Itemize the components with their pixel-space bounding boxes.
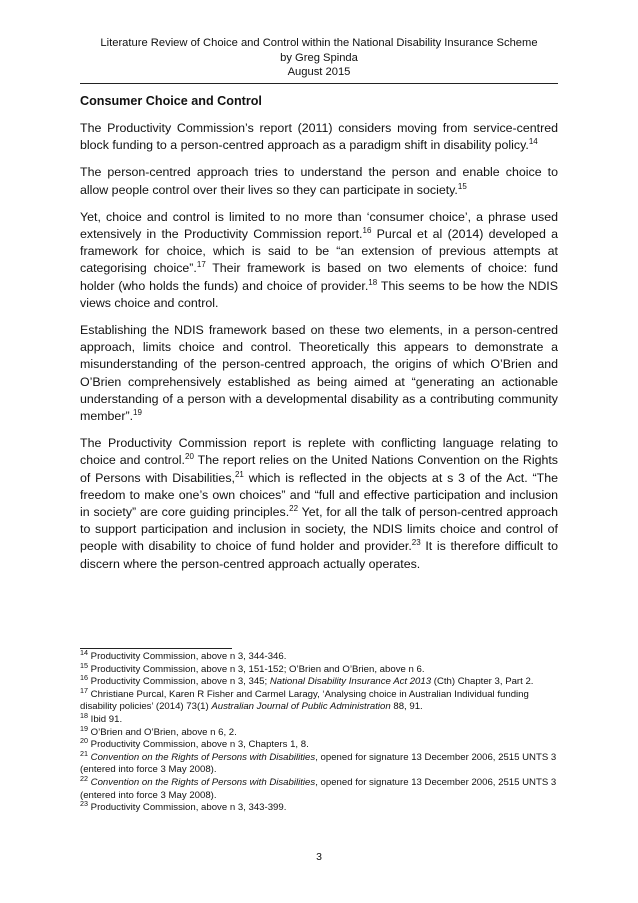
footnote-number: 14 bbox=[80, 647, 88, 657]
paragraph bbox=[80, 322, 558, 425]
footnote bbox=[80, 673, 558, 689]
footnote-number: 18 bbox=[80, 710, 88, 720]
paragraph bbox=[80, 120, 558, 154]
footnote-number: 22 bbox=[80, 773, 88, 783]
section-heading: Consumer Choice and Control bbox=[80, 94, 262, 108]
text-run: This seems to be how the NDIS views choice and control. bbox=[80, 278, 558, 310]
footnote-ref: 21 bbox=[234, 469, 244, 479]
text-run: Their framework is based on two elements of choice: fund holder (who holds the funds) and choice of provider. bbox=[80, 261, 559, 293]
text-run: (Cth) Chapter 3, Part 2. bbox=[431, 676, 534, 688]
footnote-ref: 22 bbox=[289, 503, 299, 513]
footnote-number: 16 bbox=[80, 673, 88, 682]
italic-text: Australian Journal of Public Administration bbox=[211, 701, 391, 713]
footnote bbox=[80, 685, 558, 714]
text-run: The report relies on the United Nations Convention on the Rights of Persons with Disabilities, bbox=[80, 453, 559, 485]
footnote bbox=[80, 660, 558, 677]
text-run: The person-centred approach tries to understand the person and enable choice to allow people control over their lives so they can participate in society. bbox=[80, 165, 558, 197]
text-run: Yet, choice and control is limited to no more than ‘consumer choice’, a phrase used extensively in the Productivity Commission report. bbox=[80, 209, 558, 242]
footnote-number: 19 bbox=[80, 723, 88, 733]
footnote-number: 15 bbox=[80, 660, 88, 670]
text-run: , opened for signature 13 December 2006, 2515 UNTS 3 (entered into force 3 May 2008). bbox=[80, 751, 557, 776]
footnote-ref: 16 bbox=[362, 225, 372, 235]
text-run: which is reflected in the objects at s 3 of the Act. “The freedom to make one’s own choices” and “full and effective participation and inclusion in society” are core guiding principles. bbox=[80, 470, 558, 520]
footnote-number: 20 bbox=[80, 735, 88, 745]
text-run: The Productivity Commission report is replete with conflicting language relating to choice and control. bbox=[80, 436, 558, 468]
footnote bbox=[80, 773, 558, 802]
text-run: Productivity Commission, above n 3, 345; bbox=[88, 676, 270, 688]
footnote-ref: 18 bbox=[368, 277, 378, 287]
italic-text: Convention on the Rights of Persons with Disabilities bbox=[90, 751, 316, 763]
paragraph bbox=[80, 435, 558, 573]
footnotes bbox=[80, 647, 558, 815]
footnote-separator bbox=[80, 648, 232, 649]
footnote bbox=[80, 647, 558, 664]
text-run: Productivity Commission, above n 3, 343-399. bbox=[88, 802, 287, 814]
text-run: Productivity Commission, above n 3, 151-152; O’Brien and O’Brien, above n 6. bbox=[88, 663, 425, 675]
text-run: , opened for signature 13 December 2006, 2515 UNTS 3 (entered into force 3 May 2008). bbox=[80, 776, 557, 801]
text-run: The Productivity Commission’s report (2011) considers moving from service-centred block funding to a person-centred approach as a paradigm shift in disability policy. bbox=[80, 121, 558, 153]
italic-text: National Disability Insurance Act 2013 bbox=[269, 676, 432, 688]
paragraph bbox=[80, 164, 558, 198]
italic-text: Convention on the Rights of Persons with Disabilities bbox=[90, 776, 316, 788]
text-run: 88, 91. bbox=[390, 701, 423, 713]
text-run: Establishing the NDIS framework based on these two elements, in a person-centred approach, limits choice and control. Theoretically this appears to demonstrate a misunderstanding of the person-centred approach, the origins of which O’Brien and O’Brien comprehensively established as being aimed at “generating an actionable understanding of a person with a developmental disability as a contributing community member”. bbox=[80, 323, 558, 424]
text-run: Ibid 91. bbox=[88, 713, 123, 725]
paragraphs bbox=[80, 120, 558, 573]
header-title: Literature Review of Choice and Control within the National Disability Insurance Scheme bbox=[100, 37, 538, 49]
text-run: Productivity Commission, above n 3, Chapters 1, 8. bbox=[88, 739, 309, 751]
footnote bbox=[80, 735, 558, 752]
text-run: Yet, for all the talk of person-centred approach to support participation and inclusion in society, the NDIS limits choice and control of people with disability to choice of fund holder and provider. bbox=[80, 505, 558, 554]
text-run: Christiane Purcal, Karen R Fisher and Carmel Laragy, ‘Analysing choice in Australian Individual funding disability policies’ (2014) 73(1) bbox=[80, 688, 529, 713]
footnote-ref: 20 bbox=[185, 452, 194, 462]
footnote bbox=[80, 723, 558, 740]
footnote-number: 23 bbox=[80, 798, 88, 808]
page-header bbox=[80, 36, 558, 84]
header-author: by Greg Spinda bbox=[280, 51, 358, 64]
document-body bbox=[80, 94, 558, 583]
footnote-ref: 14 bbox=[528, 137, 538, 147]
paragraph bbox=[80, 209, 558, 312]
footnote bbox=[80, 748, 558, 777]
text-run: O’Brien and O’Brien, above n 6, 2. bbox=[88, 726, 237, 738]
footnote-ref: 23 bbox=[411, 538, 421, 548]
text-run: It is therefore difficult to discern where the person-centred approach actually operates. bbox=[80, 539, 558, 571]
footnote-ref: 17 bbox=[196, 260, 206, 270]
text-run: Productivity Commission, above n 3, 344-346. bbox=[88, 651, 287, 662]
page-number: 3 bbox=[316, 851, 322, 863]
footnote bbox=[80, 710, 558, 727]
footnote-number: 21 bbox=[80, 748, 88, 758]
text-run: Purcal et al (2014) developed a framework for choice, which is said to be “an extension of previous attempts at categorising choice”. bbox=[80, 227, 558, 276]
footnote-number: 17 bbox=[80, 685, 88, 695]
header-date: August 2015 bbox=[287, 66, 351, 79]
footnote bbox=[80, 798, 558, 815]
footnote-ref: 15 bbox=[457, 181, 467, 191]
footnote-ref: 19 bbox=[133, 407, 142, 417]
